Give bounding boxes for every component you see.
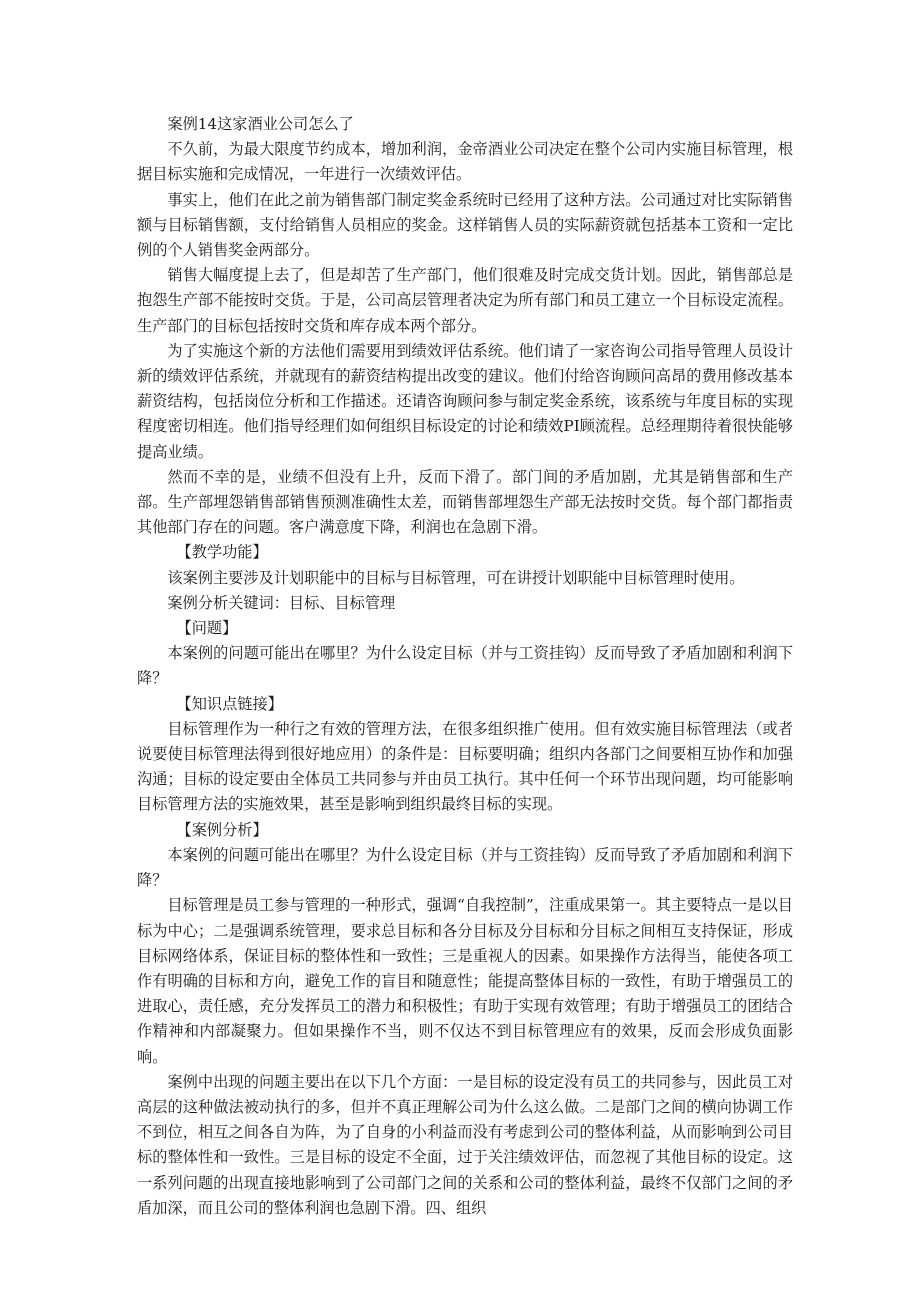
paragraph-mbo: 目标管理是员工参与管理的一种形式，强调“自我控制”，注重成果第一。其主要特点一是以目标为中心；二是强调系统管理，要求总目标和各分目标及分目标和分目标之间相互支持保证，形成目标网络体系，保证目标的整体性和一致性；三是重视人的因素。如果操作方法得当，能使各项工作有明确的目标和方向，避免工作的盲目和随意性；能提高整体目标的一致性，有助于增强员工的进取心，责任感，充分发挥员工的潜力和积极性；有助于实现有效管理；有助于增强员工的团结合作精神和内部凝聚力。但如果操作不当，则不仅达不到目标管理应有的效果，反而会形成负面影响。: [137, 896, 793, 1066]
paragraph-consulting: 为了实施这个新的方法他们需要用到绩效评估系统。他们请了一家咨询公司指导管理人员设计新的绩效评估系统，并就现有的薪资结构提出改变的建议。他们付给咨询顾问高昂的费用修改基本薪资结构，包括岗位分析和工作描述。还请咨询顾问参与制定奖金系统，该系统与年度目标的实现程度密切相连。他们指导经理们如何组织目标设定的讨论和绩效PI顾流程。总经理期待着很快能够提高业绩。: [137, 341, 793, 461]
section-heading-knowledge: 【知识点链接】: [176, 694, 283, 713]
case-title: 案例14这家酒业公司怎么了: [167, 115, 354, 133]
paragraph-production-issue: 销售大幅度提上去了，但是却苦了生产部门，他们很难及时完成交货计划。因此，销售部总是抱怨生产部不能按时交货。于是，公司高层管理者决定为所有部门和员工建立一个目标设定流程。生产部门的目标包括按时交货和库存成本两个部分。: [137, 266, 793, 335]
section-heading-teaching: 【教学功能】: [176, 543, 268, 562]
paragraph-teaching: 该案例主要涉及计划职能中的目标与目标管理，可在讲授计划职能中目标管理时使用。: [167, 568, 745, 587]
paragraph-analysis-question: 本案例的问题可能出在哪里？为什么设定目标（并与工资挂钩）反而导致了矛盾加剧和利润下降？: [137, 845, 793, 890]
paragraph-sales-bonus: 事实上，他们在此之前为销售部门制定奖金系统时已经用了这种方法。公司通过对比实际销售额与目标销售额，支付给销售人员相应的奖金。这样销售人员的实际薪资就包括基本工资和一定比例的个人销售奖金两部分。: [137, 190, 793, 260]
paragraph-decline: 然而不幸的是，业绩不但没有上升，反而下滑了。部门间的矛盾加剧，尤其是销售部和生产部。生产部埋怨销售部销售预测准确性太差，而销售部埋怨生产部无法按时交货。每个部门都指责其他部门存在的问题。客户满意度下降，利润也在急剧下滑。: [137, 467, 793, 537]
paragraph-intro: 不久前，为最大限度节约成本，增加利润，金帝酒业公司决定在整个公司内实施目标管理，根据目标实施和完成情况，一年进行一次绩效评估。: [137, 140, 793, 184]
section-heading-analysis: 【案例分析】: [176, 820, 268, 839]
section-heading-question: 【问题】: [176, 619, 238, 638]
document-body: [137, 112, 793, 1221]
paragraph-problems: 案例中出现的问题主要出在以下几个方面：一是目标的设定没有员工的共同参与，因此员工对高层的这种做法被动执行的多，但并不真正理解公司为什么这么做。二是部门之间的横向协调工作不到位，相互之间各自为阵，为了自身的小利益而没有考虑到公司的整体利益，从而影响到公司目标的整体性和一致性。三是目标的设定不全面，过于关注绩效评估，而忽视了其他目标的设定。这一系列问题的出现直接地影响到了公司部门之间的关系和公司的整体利益，最终不仅部门之间的矛盾加深，而且公司的整体利润也急剧下滑。四、组织: [137, 1072, 793, 1217]
paragraph-keywords: 案例分析关键词：目标、目标管理: [167, 593, 396, 612]
paragraph-question: 本案例的问题可能出在哪里？为什么设定目标（并与工资挂钩）反而导致了矛盾加剧和利润下降？: [137, 644, 793, 688]
paragraph-knowledge: 目标管理作为一种行之有效的管理方法，在很多组织推广使用。但有效实施目标管理法（或者说要使目标管理法得到很好地应用）的条件是：目标要明确；组织内各部门之间要相互协作和加强沟通；目标的设定要由全体员工共同参与并由员工执行。其中任何一个环节出现问题，均可能影响目标管理方法的实施效果，甚至是影响到组织最终目标的实现。: [137, 719, 793, 814]
